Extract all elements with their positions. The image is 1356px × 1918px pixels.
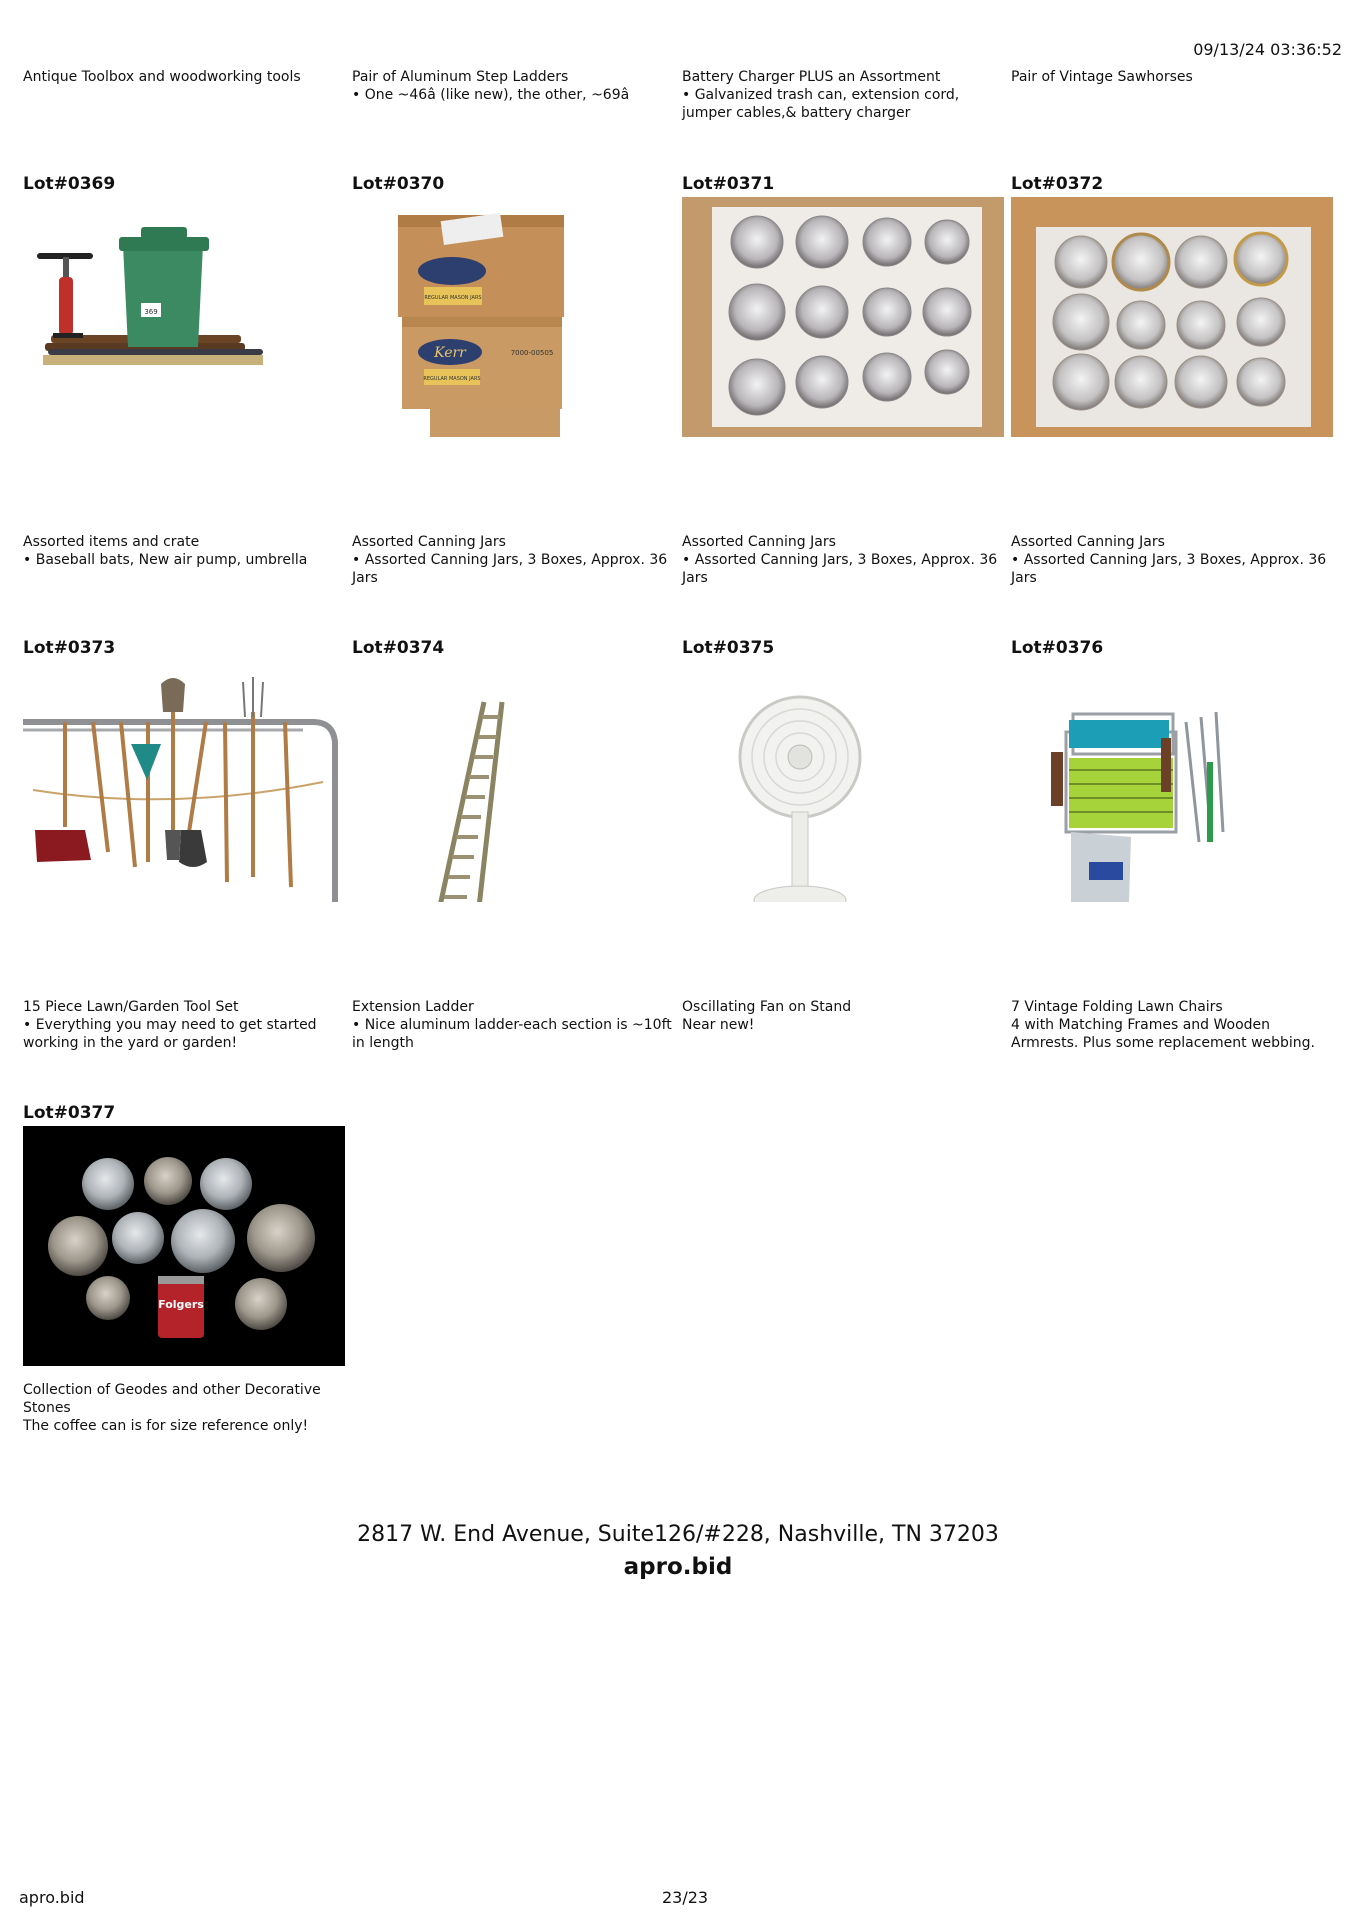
- lot-0375-description: [682, 998, 1007, 1034]
- top-item-4: [1011, 68, 1336, 86]
- item-title: Assorted Canning Jars: [1011, 534, 1165, 550]
- item-detail: • Everything you may need to get started working in the yard or garden!: [23, 1017, 317, 1051]
- lot-0377-description: [23, 1381, 348, 1435]
- top-item-2: [352, 68, 677, 104]
- item-title: Assorted items and crate: [23, 534, 200, 550]
- item-detail: • One ~46â (like new), the other, ~69â: [352, 87, 630, 103]
- lot-0369-description: [23, 533, 348, 569]
- lot-0376-photo[interactable]: [1011, 662, 1333, 902]
- svg-text:7000-00505: 7000-00505: [510, 349, 554, 357]
- lot-0371-photo[interactable]: [682, 197, 1004, 437]
- lot-number-0371[interactable]: Lot#0371: [682, 174, 775, 194]
- lot-0374-description: [352, 998, 677, 1052]
- item-detail: • Nice aluminum ladder-each section is ~10ft in length: [352, 1017, 672, 1051]
- item-title: Assorted Canning Jars: [352, 534, 506, 550]
- lot-0376-description: [1011, 998, 1336, 1052]
- lot-tag: 369: [144, 308, 158, 316]
- item-detail: • Assorted Canning Jars, 3 Boxes, Approx. 36 Jars: [1011, 552, 1327, 586]
- lot-0372-photo[interactable]: [1011, 197, 1333, 437]
- lot-number-0370[interactable]: Lot#0370: [352, 174, 445, 194]
- item-detail: • Baseball bats, New air pump, umbrella: [23, 552, 308, 568]
- lot-0371-description: [682, 533, 1007, 587]
- item-detail: • Assorted Canning Jars, 3 Boxes, Approx. 36 Jars: [352, 552, 668, 586]
- item-detail: • Galvanized trash can, extension cord, jumper cables,& battery charger: [682, 87, 960, 121]
- lot-0377-photo[interactable]: [23, 1126, 345, 1366]
- lot-number-0376[interactable]: Lot#0376: [1011, 638, 1104, 658]
- svg-text:REGULAR MASON JARS: REGULAR MASON JARS: [424, 295, 482, 301]
- company-site[interactable]: apro.bid: [623, 1554, 733, 1580]
- footer-site: apro.bid: [19, 1888, 85, 1907]
- item-title: Antique Toolbox and woodworking tools: [23, 69, 301, 85]
- item-title: Assorted Canning Jars: [682, 534, 836, 550]
- item-title: Oscillating Fan on Stand: [682, 999, 852, 1015]
- company-address: 2817 W. End Avenue, Suite126/#228, Nashville, TN 37203: [357, 1522, 999, 1547]
- item-title: 7 Vintage Folding Lawn Chairs: [1011, 999, 1223, 1015]
- item-title: Pair of Aluminum Step Ladders: [352, 69, 569, 85]
- lot-0373-description: [23, 998, 348, 1052]
- lot-0370-photo[interactable]: [352, 197, 674, 437]
- lot-0373-photo[interactable]: [23, 662, 345, 902]
- item-title: 15 Piece Lawn/Garden Tool Set: [23, 999, 239, 1015]
- top-item-3: [682, 68, 1007, 122]
- lot-0375-photo[interactable]: [682, 662, 1004, 902]
- page-number: 23/23: [662, 1888, 709, 1907]
- item-title: Pair of Vintage Sawhorses: [1011, 69, 1193, 85]
- lot-number-0377[interactable]: Lot#0377: [23, 1103, 116, 1123]
- svg-text:REGULAR MASON JARS: REGULAR MASON JARS: [423, 376, 481, 382]
- folgers-label: Folgers: [158, 1298, 204, 1311]
- kerr-logo: Kerr: [434, 345, 466, 361]
- item-detail: Near new!: [682, 1017, 755, 1033]
- item-title: Battery Charger PLUS an Assortment: [682, 69, 941, 85]
- lot-number-0374[interactable]: Lot#0374: [352, 638, 445, 658]
- lot-number-0372[interactable]: Lot#0372: [1011, 174, 1104, 194]
- item-title: Extension Ladder: [352, 999, 474, 1015]
- lot-0370-description: [352, 533, 677, 587]
- lot-0372-description: [1011, 533, 1336, 587]
- lot-number-0375[interactable]: Lot#0375: [682, 638, 775, 658]
- lot-number-0373[interactable]: Lot#0373: [23, 638, 116, 658]
- item-detail: • Assorted Canning Jars, 3 Boxes, Approx. 36 Jars: [682, 552, 998, 586]
- lot-0374-photo[interactable]: [352, 662, 674, 902]
- lot-number-0369[interactable]: Lot#0369: [23, 174, 116, 194]
- lot-0369-photo[interactable]: [23, 197, 345, 437]
- print-timestamp: 09/13/24 03:36:52: [1193, 40, 1342, 59]
- item-detail: 4 with Matching Frames and Wooden Armrests. Plus some replacement webbing.: [1011, 1017, 1316, 1051]
- item-title: Collection of Geodes and other Decorative Stones: [23, 1382, 321, 1416]
- item-detail: The coffee can is for size reference only!: [23, 1418, 309, 1434]
- top-item-1: [23, 68, 348, 86]
